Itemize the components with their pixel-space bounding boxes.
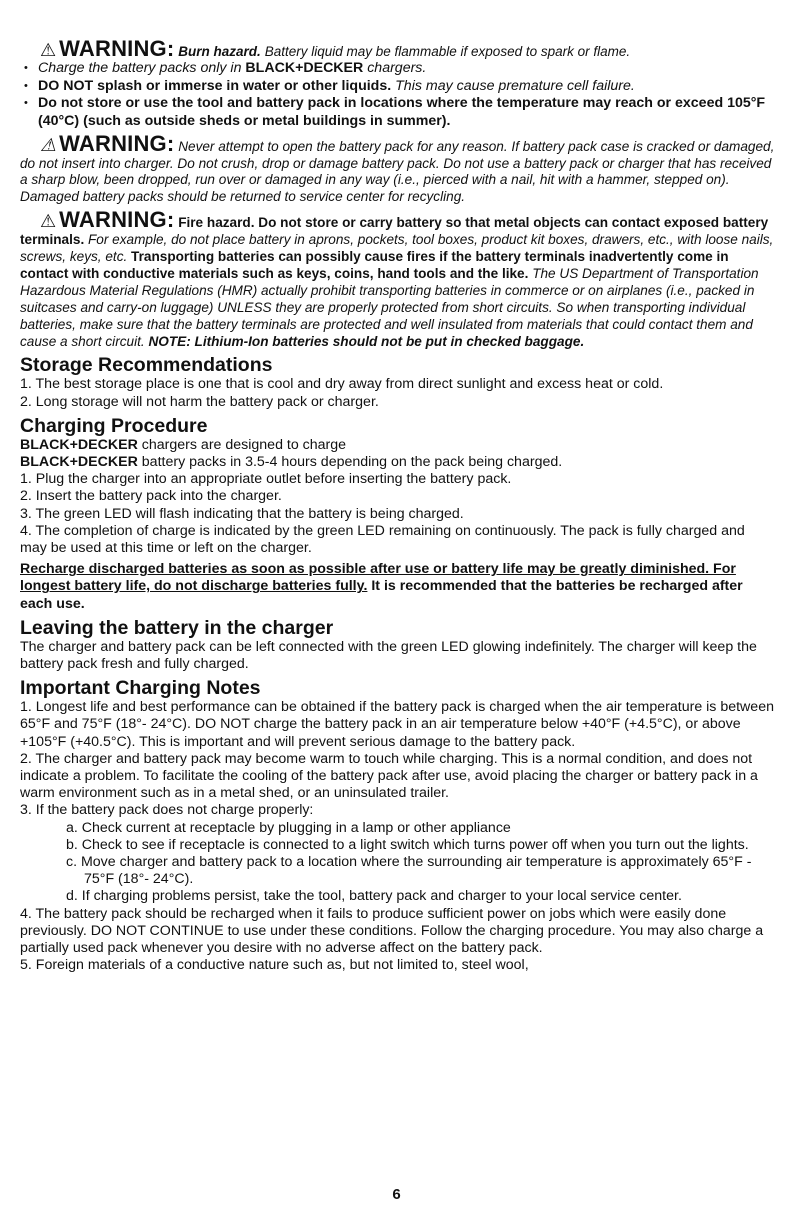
charging-section: BLACK+DECKER chargers are designed to charge BLACK+DECKER battery packs in 3.5-4 hours depending on the pack being charged. 1. Plug the charger into an appropriate outlet before inserting the battery pack. 2. Insert the battery pack into the charger. 3. The green LED will flash indicating that the battery is being charged. 4. The completion of charge is indicated by the green LED remaining on continuously. The pack is fully charged and may be used at this time or left on the charger. Recharge discharged batteries as soon as possible after use or battery life may be greatly diminished. For longest battery life, do not discharge batteries fully. It is recommended that the batteries be recharged after each use. <box>20 437 775 613</box>
warning-lead: Burn hazard. <box>178 44 261 59</box>
leaving-section: The charger and battery pack can be left connected with the green LED glowing indefinitely. The charger will keep the battery pack fresh and fully charged. <box>20 638 757 673</box>
list-item: 4. The battery pack should be recharged when it fails to produce sufficient power on jobs which were easily done previously. DO NOT CONTINUE to use under these conditions. Follow the charging procedure. You may also charge a partially used pack whenever you desire with no adverse affect on the battery pack. <box>20 905 764 957</box>
warning-fire-hazard: ⚠ WARNING: Fire hazard. Do not store or carry battery so that metal objects can contact exposed battery terminals. For example, do not place battery in aprons, pockets, tool boxes, product kit boxes, drawers, etc., with loose nails, screws, keys, etc. Transporting batteries can possibly cause fires if the battery terminals inadvertently come in contact with conductive materials such as keys, coins, hand tools and the like. The US Department of Transportation Hazardous Material Regulations (HMR) actually prohibit transporting batteries in commerce or on airplanes (i.e., packed in suitcases and carry-on luggage) UNLESS they are properly protected from short circuits. So when transporting individual batteries, make sure that the battery terminals are protected and well insulated from materials that could contact them and cause a short circuit. NOTE: Lithium-Ion batteries should not be put in checked baggage. <box>20 207 774 350</box>
recharge-advice: Recharge discharged batteries as soon as possible after use or battery life may be greatly diminished. For longest battery life, do not discharge batteries fully. <box>20 561 736 595</box>
warning-bullets <box>20 60 775 130</box>
warning-burn-hazard <box>20 36 775 130</box>
list-item: • Do not store or use the tool and battery pack in locations where the temperature may reach or exceed 105°F (40°C) (such as outside sheds or metal buildings in summer). <box>24 95 775 130</box>
warning-triangle-icon: ⚠ <box>40 40 57 60</box>
list-item: b. Check to see if receptacle is connected to a light switch which turns power off when you turn out the lights. <box>66 836 749 853</box>
list-item: c. Move charger and battery pack to a location where the surrounding air temperature is approximately 65°F - 75°F (18°- 24°C). <box>66 854 752 888</box>
notes-section <box>20 699 775 974</box>
manual-page <box>20 36 775 974</box>
warning-label: WARNING: <box>59 36 175 61</box>
list-item: • Charge the battery packs only in BLACK+DECKER chargers. <box>24 60 775 78</box>
warning-text: Battery liquid may be flammable if exposed to spark or flame. <box>264 44 631 59</box>
list-item: • DO NOT splash or immerse in water or other liquids. This may cause premature cell failure. <box>24 78 775 96</box>
brand-name: BLACK+DECKER <box>20 453 138 470</box>
warning-triangle-icon: ⚠ <box>40 135 57 155</box>
lithium-note: NOTE: Lithium-Ion batteries should not be put in checked baggage. <box>148 334 585 350</box>
list-item: 4. The completion of charge is indicated by the green LED remaining on continuously. The pack is fully charged and may be used at this time or left on the charger. <box>20 522 745 556</box>
leaving-heading: Leaving the battery in the charger <box>20 616 334 639</box>
list-item: 1. The best storage place is one that is cool and dry away from direct sunlight and excess heat or cold. <box>20 376 664 393</box>
list-item: 1. Longest life and best performance can be obtained if the battery pack is charged when the air temperature is between 65°F and 75°F (18°- 24°C). DO NOT charge the battery pack in an air temperature below +40°F (+4.5°C), or above +105°F (+40.5°C). This is important and will prevent serious damage to the battery pack. <box>20 699 774 750</box>
brand-name: BLACK+DECKER <box>20 436 138 453</box>
list-item: 5. Foreign materials of a conductive nature such as, but not limited to, steel wool, <box>20 957 529 974</box>
charging-heading: Charging Procedure <box>20 414 208 437</box>
storage-heading: Storage Recommendations <box>20 354 273 377</box>
list-item: 2. Long storage will not harm the battery pack or charger. <box>20 393 379 410</box>
storage-section <box>20 376 775 410</box>
warning-label: WARNING: <box>59 207 175 233</box>
warning-triangle-icon: ⚠ <box>40 211 57 232</box>
list-item: 2. The charger and battery pack may become warm to touch while charging. This is a normal condition, and does not indicate a problem. To facilitate the cooling of the battery pack after use, avoid placing the charger or battery pack in a warm environment such as in a metal shed, or an uninsulated trailer. <box>20 750 758 802</box>
list-item: 1. Plug the charger into an appropriate outlet before inserting the battery pack. <box>20 471 512 488</box>
list-item: 2. Insert the battery pack into the charger. <box>20 488 282 505</box>
list-item: 3. The green LED will flash indicating that the battery is being charged. <box>20 505 464 522</box>
warning-text: Never attempt to open the battery pack for any reason. If battery pack case is cracked or damaged, do not insert into charger. Do not crush, drop or damage battery pack. Do not use a battery pack or charger that has received a sharp blow, been dropped, run over or damaged in any way (i.e., pierced with a nail, hit with a hammer, stepped on). Damaged battery packs should be returned to service center for recycling. <box>20 139 775 204</box>
list-item: 3. If the battery pack does not charge properly: <box>20 802 314 819</box>
warning-label: WARNING: <box>59 131 175 156</box>
page-number: 6 <box>392 1186 401 1203</box>
warning-open-battery <box>20 131 775 205</box>
list-item: d. If charging problems persist, take the tool, battery pack and charger to your local service center. <box>66 888 682 905</box>
notes-heading: Important Charging Notes <box>20 677 261 700</box>
list-item: a. Check current at receptacle by plugging in a lamp or other appliance <box>66 819 511 836</box>
